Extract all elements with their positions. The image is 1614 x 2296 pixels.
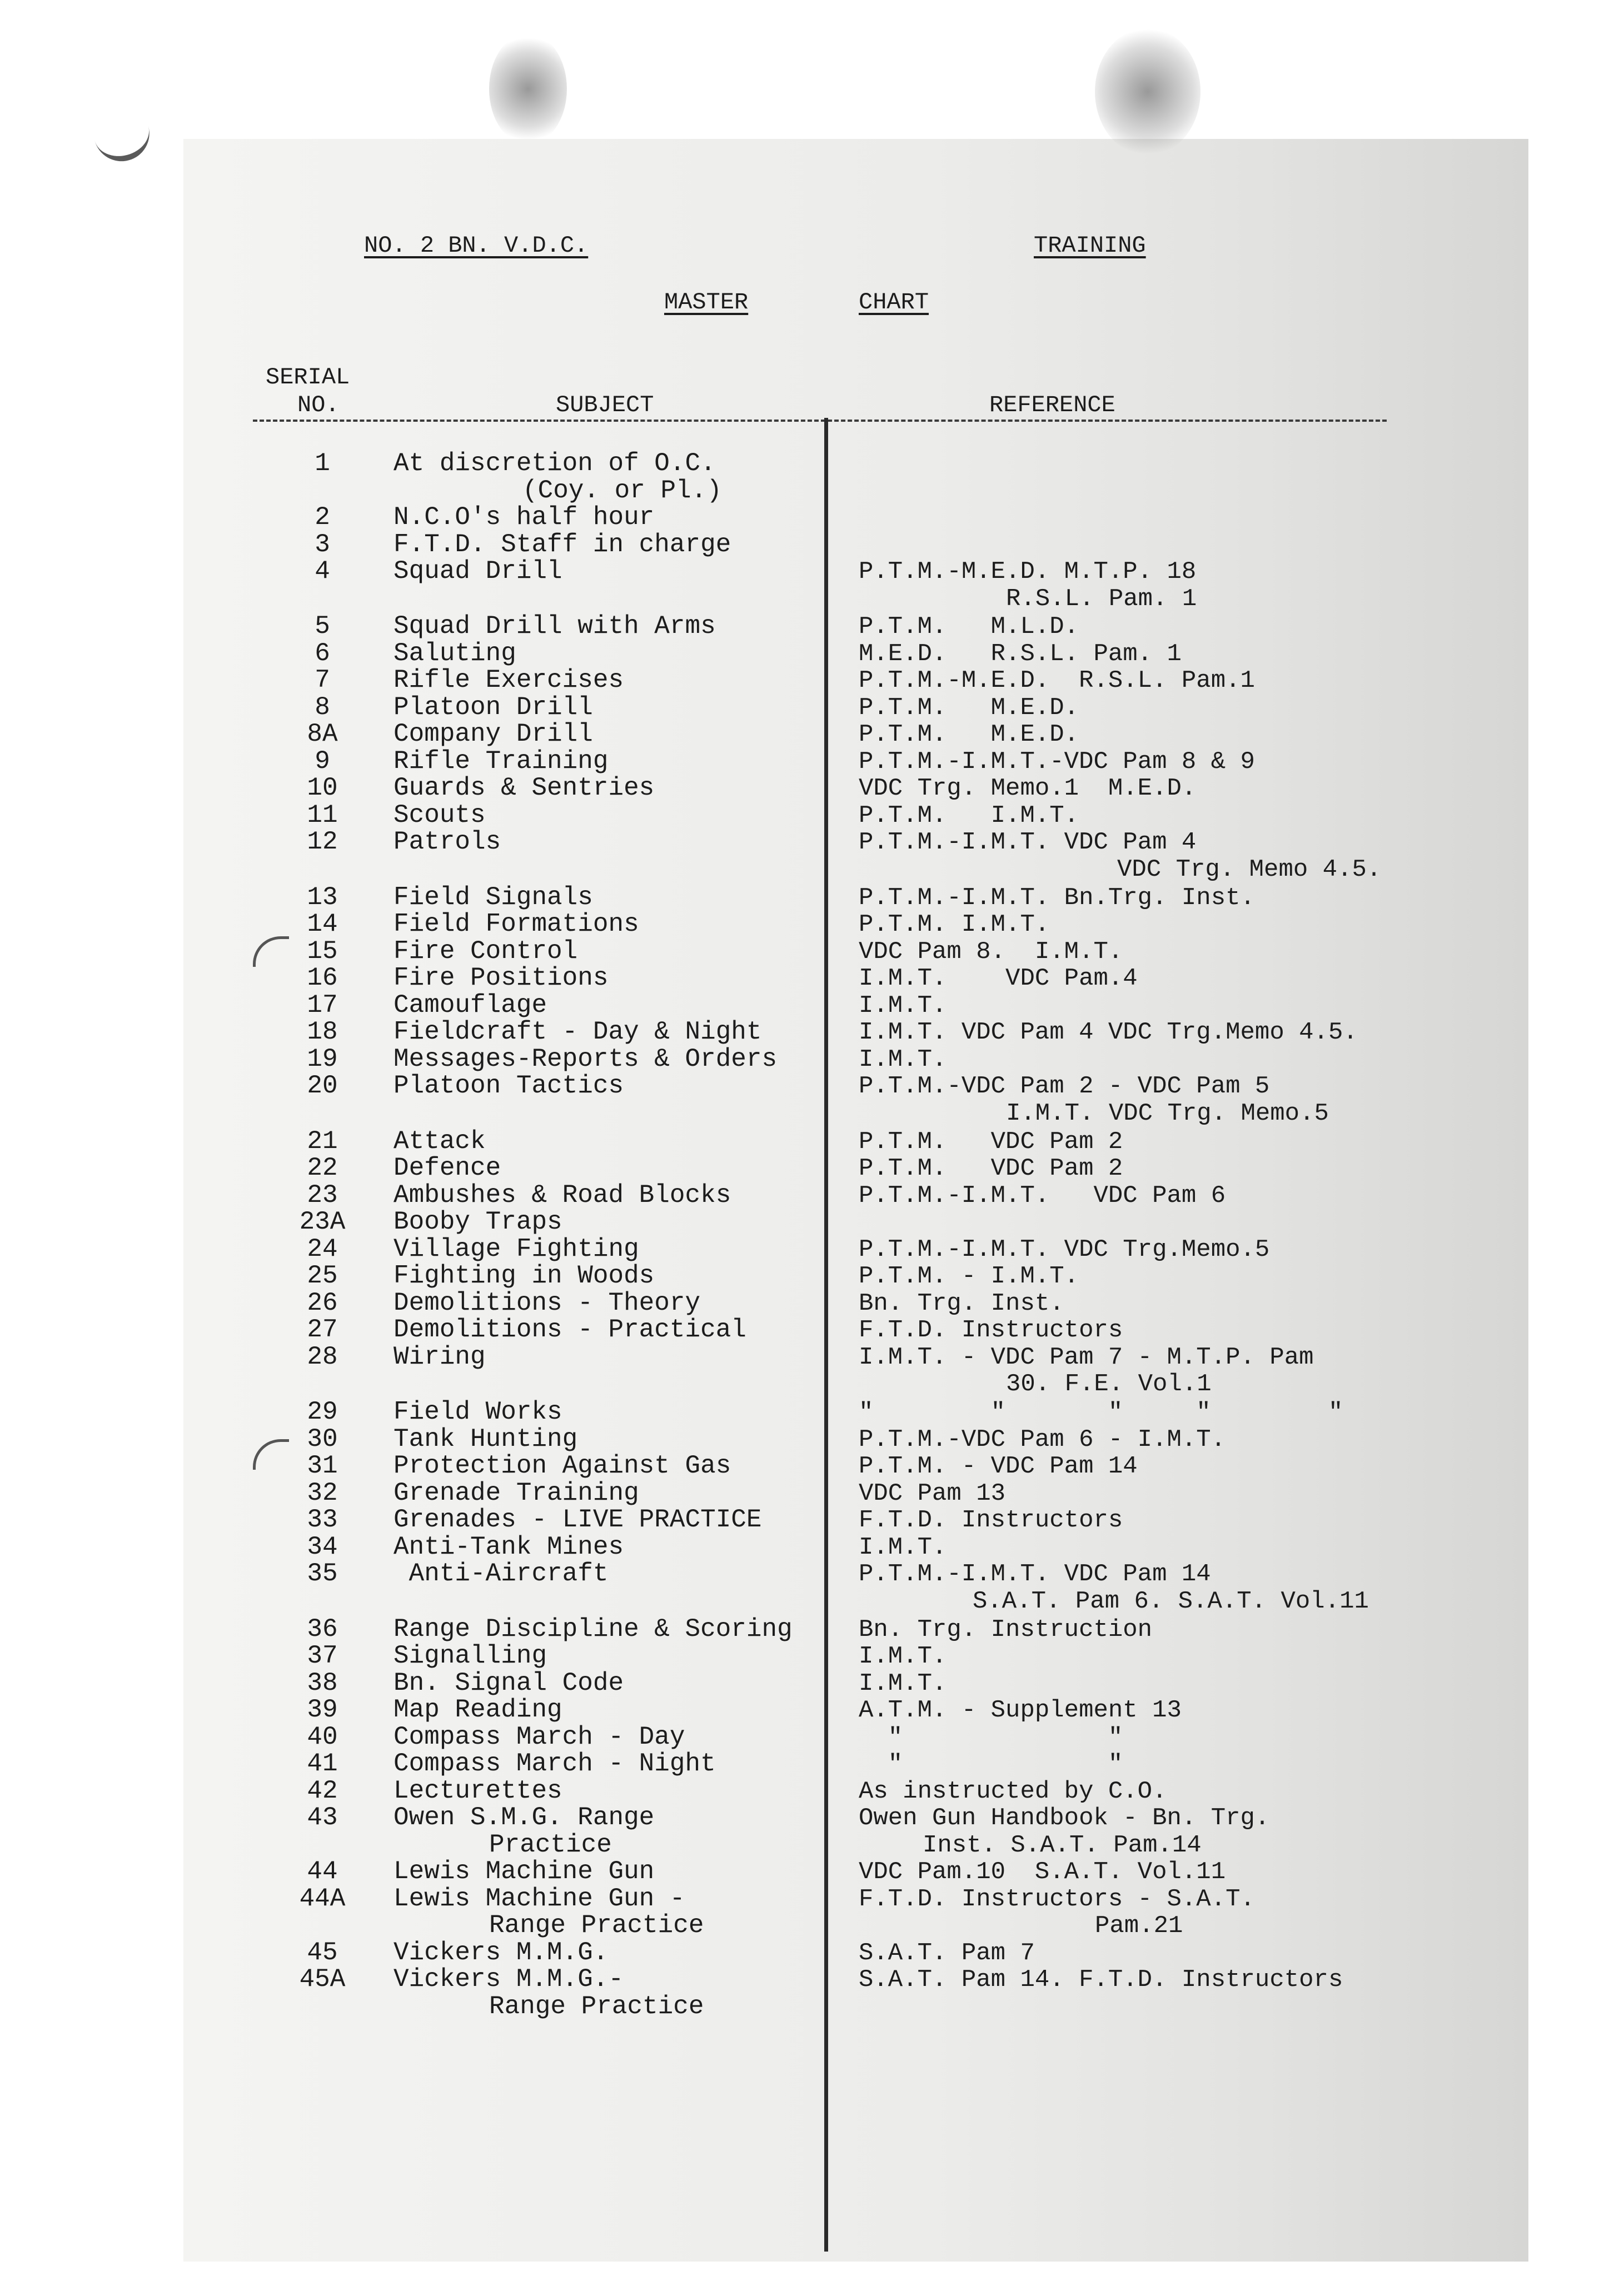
title-master: MASTER <box>664 289 749 316</box>
page-crease-mark <box>89 105 156 168</box>
reference-text: " " " " " <box>859 1399 1343 1427</box>
serial-number: 27 <box>307 1315 338 1345</box>
reference-text: P.T.M. - I.M.T. <box>859 1262 1079 1291</box>
reference-text: M.E.D. R.S.L. Pam. 1 <box>859 640 1182 668</box>
serial-number: 42 <box>307 1776 338 1805</box>
reference-text: P.T.M.-M.E.D. M.T.P. 18 <box>859 558 1197 586</box>
reference-text: I.M.T. <box>859 1643 947 1671</box>
reference-text: Owen Gun Handbook - Bn. Trg. <box>859 1804 1270 1833</box>
reference-text: P.T.M.-I.M.T. VDC Pam 14 <box>859 1560 1211 1589</box>
punch-mark-left <box>489 33 567 144</box>
serial-number: 44A <box>299 1884 346 1913</box>
serial-number: 15 <box>307 936 338 966</box>
serial-number: 33 <box>307 1505 338 1535</box>
serial-number: 12 <box>307 827 338 857</box>
subject-text: Vickers M.M.G.- <box>393 1965 624 1994</box>
serial-number: 9 <box>315 746 330 776</box>
subject-text: Scouts <box>393 800 486 830</box>
reference-text: F.T.D. Instructors <box>859 1506 1123 1535</box>
reference-text: P.T.M.-I.M.T. VDC Pam 6 <box>859 1181 1226 1210</box>
serial-number: 45A <box>299 1965 346 1994</box>
serial-no-column-header: NO. <box>297 392 340 418</box>
subject-text: Anti-Tank Mines <box>393 1532 624 1561</box>
serial-number: 2 <box>315 503 330 532</box>
reference-text: P.T.M. M.E.D. <box>859 693 1079 722</box>
subject-text: Lewis Machine Gun <box>393 1857 655 1886</box>
subject-text: Squad Drill with Arms <box>393 612 716 641</box>
serial-number: 7 <box>315 666 330 695</box>
subject-text: Fighting in Woods <box>393 1261 655 1291</box>
serial-number: 41 <box>307 1749 338 1779</box>
subject-text: Fieldcraft - Day & Night <box>393 1017 762 1047</box>
subject-text: Grenades - LIVE PRACTICE <box>393 1505 762 1535</box>
reference-text: VDC Pam 8. I.M.T. <box>859 937 1123 966</box>
reference-text: P.T.M.-VDC Pam 2 - VDC Pam 5 <box>859 1072 1270 1101</box>
serial-number: 18 <box>307 1017 338 1047</box>
serial-number: 3 <box>315 530 330 559</box>
subject-text: Compass March - Night <box>393 1749 716 1779</box>
subject-text: Village Fighting <box>393 1234 639 1264</box>
serial-number: 19 <box>307 1044 338 1074</box>
serial-number: 21 <box>307 1126 338 1156</box>
subject-text: Range Discipline & Scoring <box>393 1614 793 1644</box>
serial-number: 8A <box>307 720 338 749</box>
serial-number: 23 <box>307 1180 338 1210</box>
header-rule <box>253 420 1387 422</box>
serial-number: 34 <box>307 1532 338 1561</box>
serial-number: 26 <box>307 1288 338 1317</box>
unit-heading: NO. 2 BN. V.D.C. <box>364 232 589 259</box>
subject-text: Demolitions - Practical <box>393 1315 746 1345</box>
reference-continuation: R.S.L. Pam. 1 <box>1006 585 1197 613</box>
subject-text: Messages-Reports & Orders <box>393 1044 778 1074</box>
subject-continuation: Range Practice <box>489 1991 704 2021</box>
subject-text: Owen S.M.G. Range <box>393 1803 655 1833</box>
serial-number: 40 <box>307 1722 338 1751</box>
serial-number: 5 <box>315 612 330 641</box>
subject-text: Field Works <box>393 1397 562 1427</box>
reference-text: Bn. Trg. Instruction <box>859 1615 1153 1644</box>
subject-text: Squad Drill <box>393 557 562 586</box>
serial-number: 17 <box>307 990 338 1020</box>
serial-number: 20 <box>307 1071 338 1101</box>
serial-number: 35 <box>307 1559 338 1589</box>
punch-mark-right <box>1095 28 1200 156</box>
reference-text: P.T.M. I.M.T. <box>859 911 1050 939</box>
subject-text: Saluting <box>393 638 516 668</box>
reference-text: P.T.M.-M.E.D. R.S.L. Pam.1 <box>859 667 1255 695</box>
serial-number: 25 <box>307 1261 338 1291</box>
subject-text: Defence <box>393 1154 501 1183</box>
reference-text: P.T.M.-VDC Pam 6 - I.M.T. <box>859 1425 1226 1454</box>
subject-text: Compass March - Day <box>393 1722 685 1751</box>
serial-number: 22 <box>307 1154 338 1183</box>
reference-text: I.M.T. VDC Pam.4 <box>859 965 1138 993</box>
subject-text: Guards & Sentries <box>393 773 655 803</box>
serial-column-header: SERIAL <box>266 364 350 391</box>
reference-text: " " <box>859 1750 1123 1779</box>
serial-number: 11 <box>307 800 338 830</box>
reference-text: " " <box>859 1723 1123 1751</box>
reference-text: I.M.T. - VDC Pam 7 - M.T.P. Pam <box>859 1343 1314 1371</box>
subject-text: N.C.O's half hour <box>393 503 655 532</box>
reference-text: F.T.D. Instructors <box>859 1316 1123 1345</box>
serial-number: 30 <box>307 1424 338 1454</box>
reference-text: VDC Trg. Memo.1 M.E.D. <box>859 775 1197 803</box>
subject-text: Booby Traps <box>393 1207 562 1237</box>
serial-number: 24 <box>307 1234 338 1264</box>
subject-text: Bn. Signal Code <box>393 1668 624 1698</box>
serial-number: 39 <box>307 1695 338 1725</box>
serial-number: 32 <box>307 1478 338 1508</box>
reference-text: I.M.T. <box>859 991 947 1020</box>
serial-number: 1 <box>315 449 330 478</box>
reference-column-header: REFERENCE <box>989 392 1115 418</box>
reference-text: S.A.T. Pam 7 <box>859 1939 1035 1967</box>
reference-text: As instructed by C.O. <box>859 1777 1167 1805</box>
reference-continuation: S.A.T. Pam 6. S.A.T. Vol.11 <box>973 1587 1369 1615</box>
subject-text: Platoon Drill <box>393 692 593 722</box>
serial-number: 8 <box>315 692 330 722</box>
reference-text: P.T.M. M.E.D. <box>859 721 1079 749</box>
subject-text: Patrols <box>393 827 501 857</box>
reference-text: P.T.M. - VDC Pam 14 <box>859 1453 1138 1481</box>
training-heading: TRAINING <box>1034 232 1146 259</box>
subject-column-header: SUBJECT <box>556 392 654 418</box>
reference-text: VDC Pam 13 <box>859 1479 1006 1508</box>
serial-number: 43 <box>307 1803 338 1833</box>
subject-continuation: (Coy. or Pl.) <box>522 476 722 505</box>
subject-text: Wiring <box>393 1342 486 1371</box>
reference-text: I.M.T. VDC Pam 4 VDC Trg.Memo 4.5. <box>859 1019 1358 1047</box>
reference-continuation: I.M.T. VDC Trg. Memo.5 <box>1006 1099 1329 1127</box>
serial-number: 31 <box>307 1451 338 1481</box>
subject-text: Rifle Exercises <box>393 666 624 695</box>
reference-text: P.T.M. M.L.D. <box>859 613 1079 641</box>
title-chart: CHART <box>859 289 929 316</box>
serial-number: 14 <box>307 910 338 939</box>
reference-text: P.T.M. I.M.T. <box>859 801 1079 830</box>
serial-number: 44 <box>307 1857 338 1886</box>
subject-text: Protection Against Gas <box>393 1451 731 1481</box>
serial-number: 29 <box>307 1397 338 1427</box>
subject-text: Field Formations <box>393 910 639 939</box>
reference-text: P.T.M.-I.M.T. Bn.Trg. Inst. <box>859 884 1255 912</box>
serial-number: 45 <box>307 1938 338 1967</box>
subject-text: Vickers M.M.G. <box>393 1938 609 1967</box>
reference-continuation: VDC Trg. Memo 4.5. <box>1117 855 1382 884</box>
subject-text: Grenade Training <box>393 1478 639 1508</box>
subject-text: F.T.D. Staff in charge <box>393 530 731 559</box>
document-sheet <box>183 139 1528 2262</box>
subject-text: At discretion of O.C. <box>393 449 716 478</box>
subject-continuation: Range Practice <box>489 1911 704 1940</box>
serial-number: 38 <box>307 1668 338 1698</box>
reference-text: I.M.T. <box>859 1045 947 1074</box>
serial-number: 4 <box>315 557 330 586</box>
subject-text: Lecturettes <box>393 1776 562 1805</box>
reference-continuation: Pam.21 <box>1095 1912 1183 1940</box>
reference-text: P.T.M.-I.M.T. VDC Pam 4 <box>859 828 1197 857</box>
subject-text: Fire Control <box>393 936 578 966</box>
subject-text: Lewis Machine Gun - <box>393 1884 685 1913</box>
serial-number: 37 <box>307 1641 338 1671</box>
subject-continuation: Practice <box>489 1830 612 1859</box>
subject-text: Signalling <box>393 1641 547 1671</box>
subject-text: Fire Positions <box>393 964 609 993</box>
column-divider <box>824 418 828 2252</box>
reference-text: I.M.T. <box>859 1533 947 1561</box>
serial-number: 36 <box>307 1614 338 1644</box>
reference-text: S.A.T. Pam 14. F.T.D. Instructors <box>859 1966 1343 1994</box>
subject-text: Rifle Training <box>393 746 609 776</box>
subject-text: Platoon Tactics <box>393 1071 624 1101</box>
subject-text: Camouflage <box>393 990 547 1020</box>
reference-text: P.T.M. VDC Pam 2 <box>859 1127 1123 1156</box>
serial-number: 16 <box>307 964 338 993</box>
reference-text: Bn. Trg. Inst. <box>859 1289 1064 1317</box>
reference-text: P.T.M.-I.M.T.-VDC Pam 8 & 9 <box>859 747 1255 776</box>
reference-text: I.M.T. <box>859 1669 947 1698</box>
subject-text: Ambushes & Road Blocks <box>393 1180 731 1210</box>
serial-number: 6 <box>315 638 330 668</box>
subject-text: Tank Hunting <box>393 1424 578 1454</box>
subject-text: Attack <box>393 1126 486 1156</box>
reference-continuation: Inst. S.A.T. Pam.14 <box>923 1831 1202 1859</box>
reference-text: P.T.M.-I.M.T. VDC Trg.Memo.5 <box>859 1235 1270 1264</box>
reference-continuation: 30. F.E. Vol.1 <box>1006 1370 1212 1399</box>
subject-text: Demolitions - Theory <box>393 1288 701 1317</box>
serial-number: 13 <box>307 882 338 912</box>
reference-text: A.T.M. - Supplement 13 <box>859 1696 1182 1725</box>
subject-text: Company Drill <box>393 720 593 749</box>
reference-text: P.T.M. VDC Pam 2 <box>859 1155 1123 1183</box>
reference-text: F.T.D. Instructors - S.A.T. <box>859 1885 1255 1913</box>
serial-number: 10 <box>307 773 338 803</box>
subject-text: Map Reading <box>393 1695 562 1725</box>
serial-number: 28 <box>307 1342 338 1371</box>
subject-text: Field Signals <box>393 882 593 912</box>
serial-number: 23A <box>299 1207 346 1237</box>
subject-text: Anti-Aircraft <box>393 1559 609 1589</box>
reference-text: VDC Pam.10 S.A.T. Vol.11 <box>859 1858 1226 1886</box>
